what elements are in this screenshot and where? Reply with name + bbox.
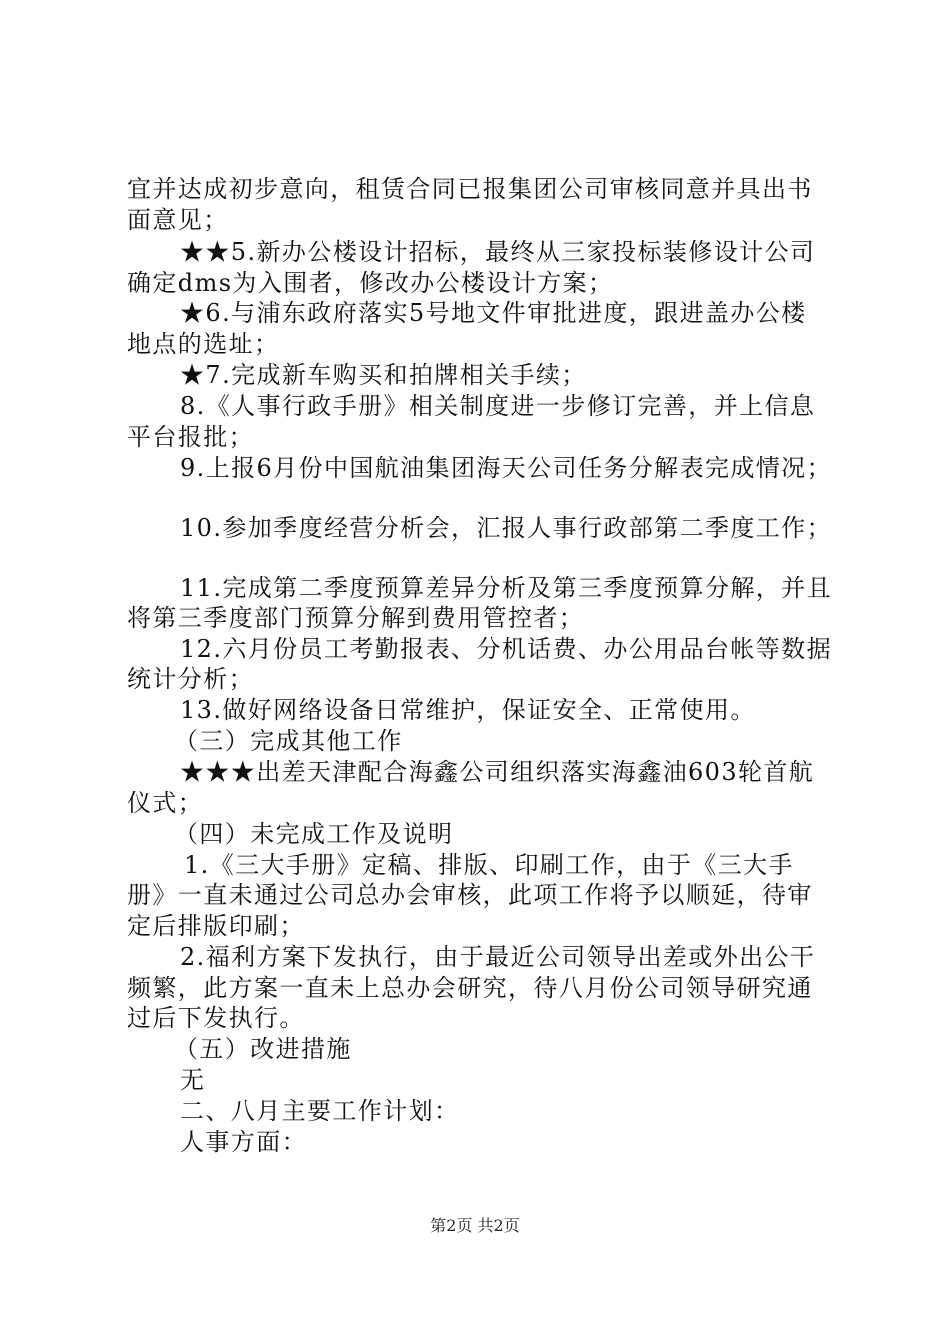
section-heading: 二、八月主要工作计划： (180, 1097, 460, 1125)
paragraph-line: 10.参加季度经营分析会，汇报人事行政部第二季度工作； (180, 514, 832, 542)
paragraph-line: 将第三季度部门预算分解到费用管控者； (127, 604, 585, 632)
paragraph-line: 面意见； (127, 206, 229, 234)
paragraph-line: 定后排版印刷； (127, 912, 305, 940)
paragraph-line: 过后下发执行。 (127, 1004, 305, 1032)
paragraph-line: 仪式； (127, 789, 204, 817)
paragraph-line: 无 (180, 1066, 206, 1094)
paragraph-line: 地点的选址； (127, 330, 280, 358)
section-heading: 人事方面： (180, 1128, 307, 1156)
section-heading: （四）未完成工作及说明 (174, 820, 454, 848)
paragraph-line: ★7.完成新车购买和拍牌相关手续； (180, 361, 587, 389)
paragraph-line: 11.完成第二季度预算差异分析及第三季度预算分解，并且 (180, 574, 832, 602)
paragraph-line: 统计分析； (127, 665, 254, 693)
paragraph-line: ★★5.新办公楼设计招标，最终从三家投标装修设计公司 (180, 238, 816, 266)
section-heading: （五）改进措施 (174, 1035, 352, 1063)
page-number-footer: 第2页 共2页 (430, 1216, 520, 1235)
paragraph-line: 确定dms为入围者，修改办公楼设计方案； (127, 269, 614, 297)
paragraph-line: 册》一直未通过公司总办会审核，此项工作将予以顺延，待审 (127, 881, 813, 909)
paragraph-line: 频繁，此方案一直未上总办会研究，待八月份公司领导研究通 (127, 974, 813, 1002)
paragraph-line: 1.《三大手册》定稿、排版、印刷工作，由于《三大手 (184, 851, 794, 879)
paragraph-line: 12.六月份员工考勤报表、分机话费、办公用品台帐等数据 (180, 635, 832, 663)
paragraph-line: 8.《人事行政手册》相关制度进一步修订完善，并上信息 (180, 392, 816, 420)
paragraph-line: 9.上报6月份中国航油集团海天公司任务分解表完成情况； (180, 454, 832, 482)
section-heading: （三）完成其他工作 (174, 727, 403, 755)
paragraph-line: 平台报批； (127, 423, 254, 451)
paragraph-line: 宜并达成初步意向，租赁合同已报集团公司审核同意并具出书 (127, 175, 813, 203)
paragraph-line: 2.福利方案下发执行，由于最近公司领导出差或外出公干 (180, 943, 816, 971)
paragraph-line: 13.做好网络设备日常维护，保证安全、正常使用。 (180, 696, 756, 724)
paragraph-line: ★★★出差天津配合海鑫公司组织落实海鑫油603轮首航 (180, 758, 815, 786)
paragraph-line: ★6.与浦东政府落实5号地文件审批进度，跟进盖办公楼 (180, 299, 807, 327)
